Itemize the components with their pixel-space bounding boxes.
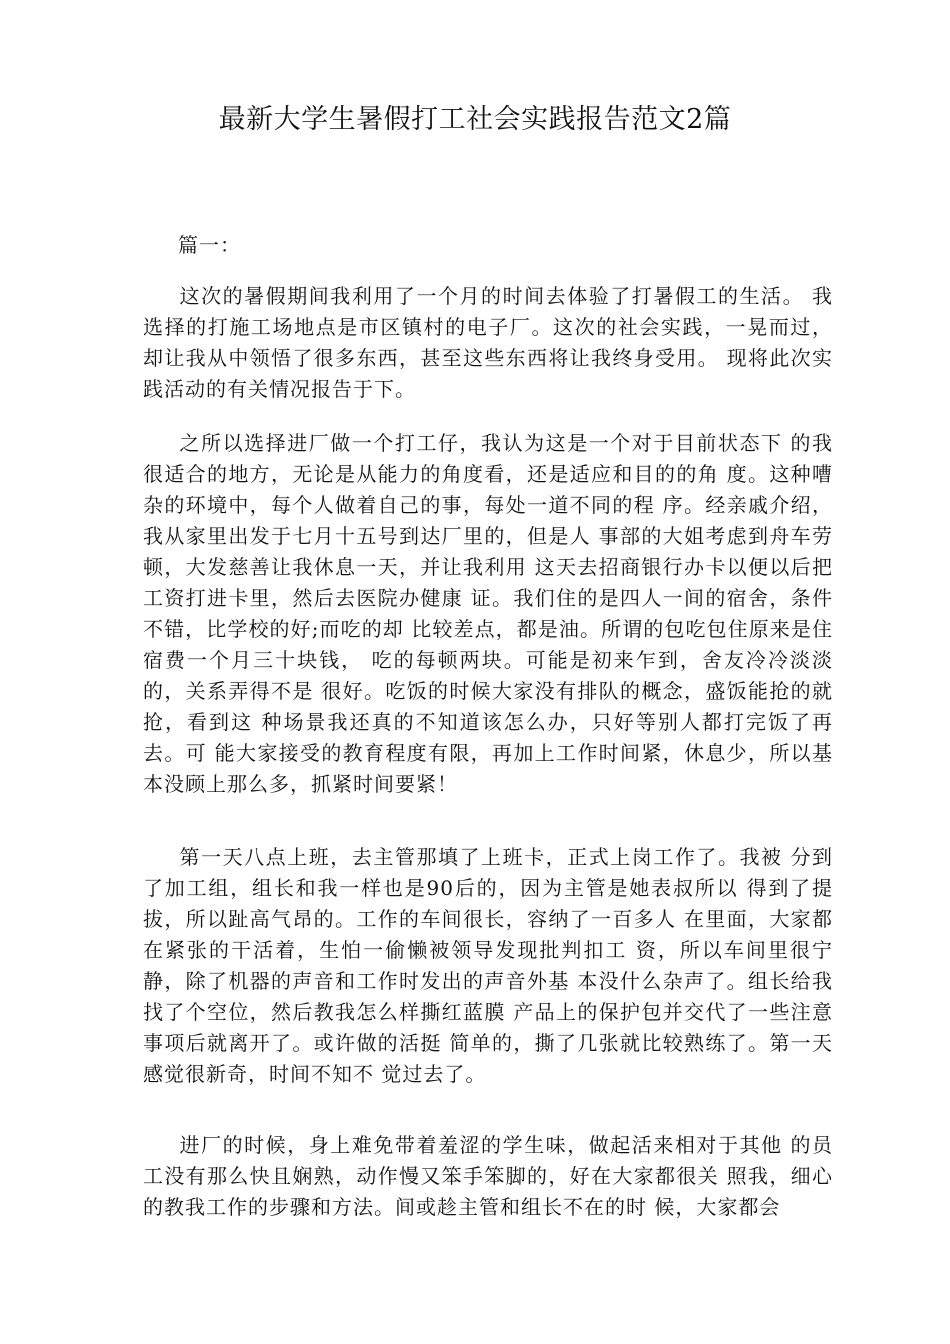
section-heading: 篇一： (178, 233, 241, 257)
paragraph-3-text: 第一天八点上班，去主管那填了上班卡，正式上岗工作了。我被 分到了加工组，组长和我一样也是90后的，因为主管是她表叔所以 得到了提拔，所以趾高气昂的。工作的车间很长，容纳了一百多人 在里面，大家都在紧张的干活着，生怕一偷懒被领导发现批判扣工 资，所以车间里很宁静，除了机器的声音和工作时发出的声音外基 本没什么杂声了。组长给我找了个空位，然后教我怎么样撕红蓝膜 产品上的保护包并交代了一些注意事项后就离开了。或许做的活挺 简单的，撕了几张就比较熟练了。第一天感觉很新奇，时间不知不 觉过去了。 (143, 845, 833, 1086)
paragraph-1 (143, 281, 833, 405)
paragraph-2 (143, 428, 841, 800)
paragraph-4-text: 进厂的时候，身上难免带着羞涩的学生味，做起活来相对于其他 的员工没有那么快且娴熟，动作慢又笨手笨脚的，好在大家都很关 照我，细心的教我工作的步骤和方法。间或趁主管和组长不在的时 候，大家都会 (143, 1133, 833, 1219)
paragraph-1-text: 这次的暑假期间我利用了一个月的时间去体验了打暑假工的生活。 我选择的打施工场地点是市区镇村的电子厂。这次的社会实践，一晃而过，却让我从中领悟了很多东西，甚至这些东西将让我终身受用。 现将此次实践活动的有关情况报告于下。 (143, 284, 833, 401)
paragraph-3 (143, 842, 833, 1090)
document-title: 最新大学生暑假打工社会实践报告范文2篇 (218, 104, 732, 135)
paragraph-4 (143, 1130, 833, 1223)
paragraph-2-text: 之所以选择进厂做一个打工仔，我认为这是一个对于目前状态下 的我很适合的地方，无论是从能力的角度看，还是适应和目的的角 度。这种嘈杂的环境中，每个人做着自己的事，每处一道不同的程 序。经亲戚介绍，我从家里出发于七月十五号到达厂里的，但是人 事部的大姐考虑到舟车劳顿，大发慈善让我休息一天，并让我利用 这天去招商银行办卡以便以后把工资打进卡里，然后去医院办健康 证。我们住的是四人一间的宿舍，条件不错，比学校的好;而吃的却 比较差点，都是油。所谓的包吃包住原来是住宿费一个月三十块钱， 吃的每顿两块。可能是初来乍到，舍友冷冷淡淡的，关系弄得不是 很好。吃饭的时候大家没有排队的概念，盛饭能抢的就抢，看到这 种场景我还真的不知道该怎么办，只好等别人都打完饭了再去。可 能大家接受的教育程度有限，再加上工作时间紧，休息少，所以基 本没顾上那么多，抓紧时间要紧！ (143, 431, 841, 796)
